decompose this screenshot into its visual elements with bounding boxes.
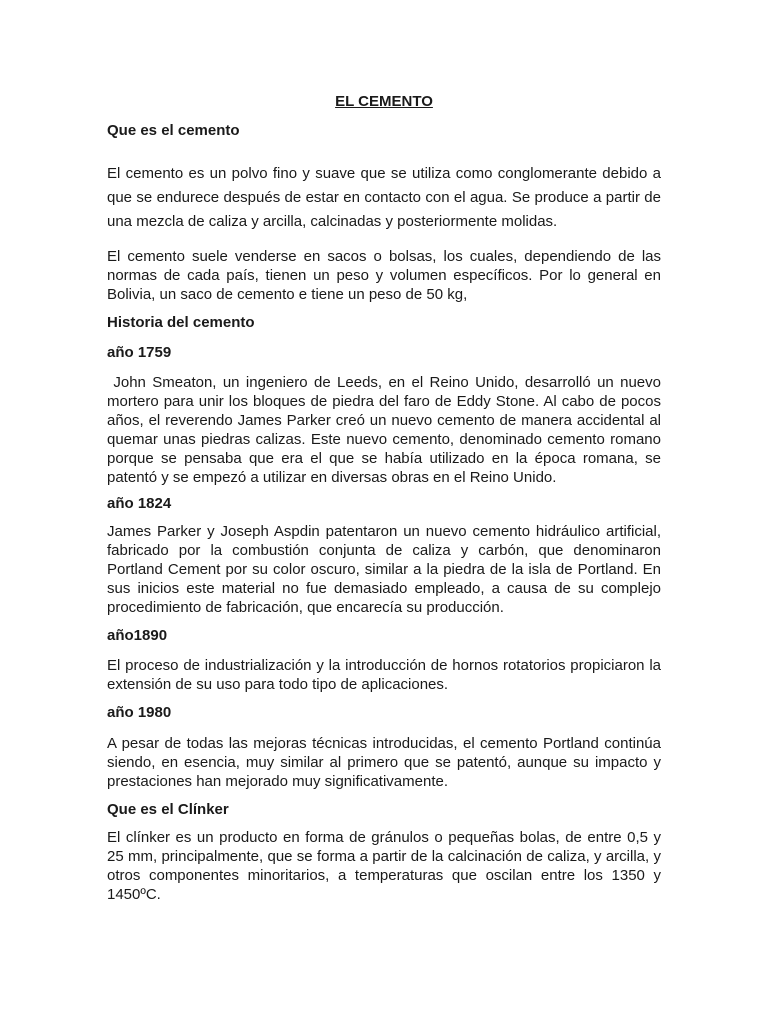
year-heading-1759: año 1759: [107, 344, 172, 361]
paragraph-cemento-definicion: El cemento es un polvo fino y suave que se utiliza como conglomerante debido a que se endurece después de estar en contacto con el agua. Se produce a partir de una mezcla de caliza y arcilla, calcinadas y posteriormente molidas.: [107, 165, 661, 230]
section-heading-clinker: Que es el Clínker: [107, 801, 229, 818]
section-heading-que-es-el-cemento: Que es el cemento: [107, 122, 240, 139]
paragraph-1890: El proceso de industrialización y la introducción de hornos rotatorios propiciaron la extensión de su uso para todo tipo de aplicaciones.: [107, 657, 661, 693]
year-heading-1824: año 1824: [107, 495, 172, 512]
paragraph-1980: A pesar de todas las mejoras técnicas introducidas, el cemento Portland continúa siendo, en esencia, muy similar al primero que se patentó, aunque su impacto y prestaciones han mejorado muy significativamente.: [107, 735, 661, 790]
paragraph-cemento-venta: El cemento suele venderse en sacos o bolsas, los cuales, dependiendo de las normas de cada país, tienen un peso y volumen específicos. Por lo general en Bolivia, un saco de cemento e tiene un peso de 50 kg,: [107, 248, 661, 303]
section-heading-historia: Historia del cemento: [107, 314, 255, 331]
paragraph-clinker: El clínker es un producto en forma de gránulos o pequeñas bolas, de entre 0,5 y 25 mm, principalmente, que se forma a partir de la calcinación de caliza, y arcilla, y otros componentes minoritarios, a temperaturas que oscilan entre los 1350 y 1450ºC.: [107, 829, 661, 903]
paragraph-1759: John Smeaton, un ingeniero de Leeds, en el Reino Unido, desarrolló un nuevo mortero para unir los bloques de piedra del faro de Eddy Stone. Al cabo de pocos años, el reverendo James Parker creó un nuevo cemento de manera accidental al quemar unas piedras calizas. Este nuevo cemento, denominado cemento romano porque se pensaba que era el que se había utilizado en la época romana, se patentó y se empezó a utilizar en diversas obras en el Reino Unido.: [107, 374, 666, 486]
year-heading-1980: año 1980: [107, 704, 172, 721]
document-title: EL CEMENTO: [335, 93, 433, 110]
paragraph-1824: James Parker y Joseph Aspdin patentaron un nuevo cemento hidráulico artificial, fabricado por la combustión conjunta de caliza y carbón, que denominaron Portland Cement por su color oscuro, similar a la piedra de la isla de Portland. En sus inicios este material no fue demasiado empleado, a causa de su complejo procedimiento de fabricación, que encarecía su producción.: [107, 523, 661, 616]
year-heading-1890: año1890: [107, 627, 168, 644]
